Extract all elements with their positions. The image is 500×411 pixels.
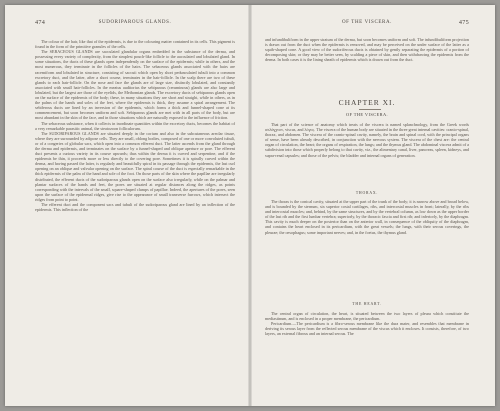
left-page-header	[35, 19, 235, 29]
chapter-paragraph: That part of the science of anatomy which treats of the viscera is named splanchnology, from the Greek words σπλάγχνον, viscus, and λόγος. The viscera of the human body are situated in the three great internal cavities: cranio-spinal, thorax, and abdomen. The viscera of the cranio-spinal cavity, namely, the brain and spinal cord, with the principal organs of sense, have been already described, in conjunction with the nervous system. The viscera of the chest are: the central organ of circulation, the heart; the organs of respiration, the lungs; and the thymus gland. The abdominal viscera admit of a subdivision into those which properly belong to that cavity, viz., the alimentary canal, liver, pancreas, spleen, kidneys, and supra-renal capsules; and those of the pelvis; the bladder and internal organs of generation.	[265, 122, 469, 158]
left-page-number: 474	[35, 19, 46, 26]
intro-paragraph: and infundibuliform in the upper stratum of the derma, but soon becomes uniform and soft. The infundibuliform projection is drawn out from the duct when the epidermis is removed, and may be perceived on the under surface of the latter as a squib-shaped cone. A good view of the sudoriferous ducts is obtained by gently separating the epidermis of a portion of decomposing skin; or they may be better seen, by scalding a piece of skin, and then withdrawing the epidermis from the derma. In both cases it is the lining sheath of epidermis which is drawn out from the duct.	[265, 37, 469, 63]
right-page	[251, 5, 495, 406]
heart-paragraph: The central organ of circulation, the heart, is situated between the two layers of pleura which constitute the mediastinum, and is enclosed in a proper membrane, the pericardium.	[265, 311, 469, 322]
heart-paragraph-block	[265, 311, 469, 336]
paragraph: The colour of the hair, like that of the epidermis, is due to the colouring matter contained in its cells. This pigment is found in the form of the primitive granules of the cells.	[35, 39, 235, 50]
left-page-body	[35, 39, 235, 212]
left-page	[5, 5, 249, 406]
left-running-title: SUDORIPAROUS GLANDS.	[98, 19, 172, 25]
section-heading-thorax: THORAX.	[355, 191, 379, 195]
intro-paragraph-block	[265, 37, 469, 62]
paragraph: The efferent duct and the component sacs and tubuli of the sudoriparous gland are lined by an inflection of the epidermis. This inflection of the	[35, 202, 235, 213]
heart-paragraph: Pericardium.—The pericardium is a fibro-serous membrane like the dura mater, and resembles that membrane in deriving its serous layer from the reflected serous membrane of the viscus which it encloses. It consists, therefore, of two layers, an external fibrous and an internal serous. The	[265, 321, 469, 337]
right-page-header	[265, 19, 469, 29]
thorax-paragraph: The thorax is the conical cavity, situated at the upper part of the trunk of the body; it is narrow above and broad below, and is bounded by the sternum, six superior costal cartilages, ribs, and intercostal muscles in front; laterally, by the ribs and intercostal muscles; and, behind, by the same structures, and by the vertebral column, as low down as the upper border of the last rib and the first lumbar vertebra; superiorly, by the thoracic fascia and first rib; and inferiorly, by the diaphragm. This cavity is much deeper on the posterior than on the anterior wall, in consequence of the obliquity of the diaphragm, and contains the heart enclosed in its pericardium, with the great vessels; the lungs, with their serous coverings, the pleurae; the oesophagus; some important nerves; and, in the foetus, the thymus gland.	[265, 199, 469, 235]
paragraph: The sebaceous substance, when it collects in inordinate quantities within the excretory ducts, becomes the habitat of a very remarkable parasitic animal, the steatozoon folliculorum.	[35, 120, 235, 131]
chapter-rule	[359, 109, 381, 110]
chapter-subtitle: OF THE VISCERA.	[345, 112, 389, 117]
chapter-title: CHAPTER XI.	[338, 98, 396, 107]
paragraph: The SUDORIPAROUS GLANDS are situated deeply in the corium and also in the subcutaneous areolar tissue, where they are surrounded by adipose cells. They are small, oblong bodies, composed of one or more convoluted tubuli, or of a congeries of globular sacs, which open into a common efferent duct. The latter ascends from the gland through the derma and epidermis, and terminates on the surface by a funnel-shaped and oblique aperture or pore. The efferent duct presents a curious variety in its course upwards; thus within the derma it is curved and serpentine, and if the epidermis be thin, it proceeds more or less directly to the covering pore. Sometimes it is spirally curved within the derma, and having passed the latter, is regularly and beautifully spiral in its passage through the epidermis, the last curl opening on an oblique and valvular opening on the surface. The spiral course of the duct is especially remarkable in the thick epidermis of the palm of the hand and sole of the foot. On those parts of the skin where the papillae are irregularly distributed, the efferent ducts of the sudoriparous glands open on the surface also irregularly, while on the palmar and plantar surfaces of the hands and feet, the pores are situated at regular distances along the ridges, as points corresponding with the intervals of the small, square-shaped clumps of papillae. Indeed, the apertures of the pores, seen upon the surface of the epidermal ridges, give rise to the appearance of small transverse furrows, which intersect the ridges from point to point.	[35, 130, 235, 202]
chapter-paragraph-block	[265, 122, 469, 158]
thorax-paragraph-block	[265, 199, 469, 235]
right-running-title: OF THE VISCERA.	[341, 19, 393, 25]
section-heading-heart: THE HEART.	[352, 302, 382, 306]
book-spread	[5, 5, 495, 406]
right-page-number: 475	[458, 19, 469, 26]
paragraph: The SEBACEOUS GLANDS are sacculated glandular organs embedded in the substance of the derma, and possessing every variety of complexity, from the simplest pouch-like follicle to the aacculated and lobulated gland. In some situations, the ducts of these glands open independently on the surface of the epidermis; while in others, and the most numerous, they terminate in the follicles of the hairs. The sebaceous glands associated with the hairs are racemiform and lobulated in structure, consisting of saccuii which open by short pedunculated tubuli into a common excretory duct, and the latter, after a short course, terminates in the hair-follicle. In the scalp there are two of these glands to each hair-follicle. On the nose and face the glands are of large size, distinctly lobulated, and constantly associated with small hair-follicles. In the meatus auditorius the sebiparous (ceruminous) glands are also large and lobulated, but the largest are those of the eyelids, the Meibomian glands. The excretory ducts of sebiparous glands open on the surface of the epidermis of the body; these, in many situations they are short and straight, while in others, as in the palms of the hands and soles of the feet, where the epidermis is thick, they assume a spiral arrangement. The sebiferous ducts are lined by an inversion of the epidermis, which forms a thick and funnel-shaped cone at its commencement, but soon becomes uniform and soft. Sebiparous glands are met with in all parts of the body, but are most abundant in the skin of the face, and in those situations which are naturally exposed to the influence of friction.	[35, 49, 235, 121]
